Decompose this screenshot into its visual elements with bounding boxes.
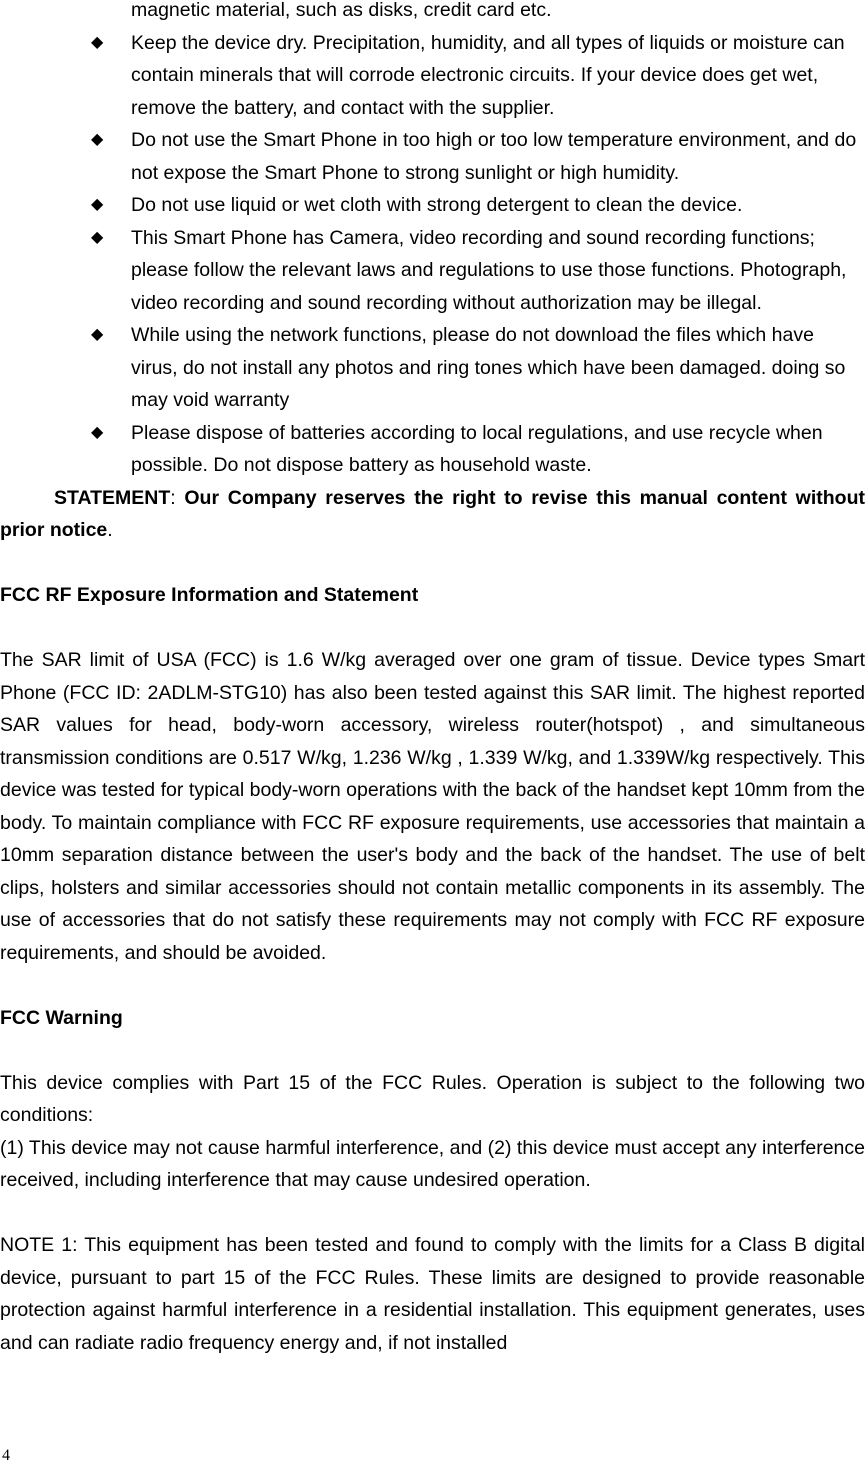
statement-separator: : bbox=[170, 486, 185, 509]
diamond-bullet-icon: ◆ bbox=[91, 326, 104, 343]
fcc-rf-heading: FCC RF Exposure Information and Statement bbox=[0, 584, 419, 606]
bullet-item-batteries bbox=[0, 417, 865, 482]
safety-bullet-list bbox=[0, 27, 865, 482]
bullet-continuation: magnetic material, such as disks, credit card etc. bbox=[131, 0, 552, 21]
page-number: 4 bbox=[2, 1447, 10, 1464]
spacer bbox=[0, 547, 865, 580]
bullet-item-temperature bbox=[0, 124, 865, 189]
statement-label: STATEMENT bbox=[54, 486, 171, 509]
bullet-item-cleaning bbox=[0, 189, 865, 222]
statement-end: . bbox=[107, 519, 113, 541]
bullet-item-network bbox=[0, 319, 865, 417]
bullet-text: While using the network functions, please do not download the files which have virus, do not install any photos and ring tones which have been damaged. doing so may void warranty bbox=[131, 324, 846, 411]
diamond-bullet-icon: ◆ bbox=[91, 423, 104, 441]
bullet-text: Do not use liquid or wet cloth with strong detergent to clean the device. bbox=[131, 194, 743, 216]
note-1-paragraph: NOTE 1: This equipment has been tested and found to comply with the limits for a Class B digital device, pursuant to part 15 of the FCC Rules. These limits are designed to provide reasonable protection against harmful interference in a residential installation. This equipment generates, uses and can radiate radio frequency energy and, if not installed bbox=[0, 1234, 865, 1354]
bullet-text: Please dispose of batteries according to local regulations, and use recycle when possible. Do not dispose battery as household waste. bbox=[131, 421, 823, 476]
spacer bbox=[0, 612, 865, 645]
statement-text: Our Company reserves the right to revise this manual content without prior notice bbox=[0, 486, 865, 541]
diamond-bullet-icon: ◆ bbox=[91, 33, 104, 51]
statement-paragraph bbox=[0, 482, 865, 547]
bullet-text: Do not use the Smart Phone in too high or too low temperature environment, and do not expose the Smart Phone to strong sunlight or high humidity. bbox=[131, 129, 857, 184]
fcc-warning-heading: FCC Warning bbox=[0, 1006, 123, 1029]
bullet-text: Keep the device dry. Precipitation, humidity, and all types of liquids or moisture can contain minerals that will corrode electronic circuits. If your device does get wet, remove the battery, and contact with the supplier. bbox=[131, 31, 845, 119]
spacer bbox=[0, 1197, 865, 1230]
bullet-item-camera bbox=[0, 222, 865, 320]
spacer bbox=[0, 1034, 865, 1067]
diamond-bullet-icon: ◆ bbox=[91, 131, 104, 148]
diamond-bullet-icon: ◆ bbox=[91, 228, 104, 246]
diamond-bullet-icon: ◆ bbox=[91, 196, 104, 213]
bullet-text: This Smart Phone has Camera, video recording and sound recording functions; please follow the relevant laws and regulations to use those functions. Photograph, video recording and sound recording without authorization may be illegal. bbox=[131, 226, 847, 314]
fcc-rf-body: The SAR limit of USA (FCC) is 1.6 W/kg averaged over one gram of tissue. Device types Smart Phone (FCC ID: 2ADLM-STG10) has also been tested against this SAR limit. The highest reported SAR values for head, body-worn accessory, wireless router(hotspot) , and simultaneous transmission conditions are 0.517 W/kg, 1.236 W/kg , 1.339 W/kg, and 1.339W/kg respectively. This device was tested for typical body-worn operations with the back of the handset kept 10mm from the body. To maintain compliance with FCC RF exposure requirements, use accessories that maintain a 10mm separation distance between the user's body and the back of the handset. The use of belt clips, holsters and similar accessories should not contain metallic components in its assembly. The use of accessories that do not satisfy these requirements may not comply with FCC RF exposure requirements, and should be avoided. bbox=[0, 649, 865, 964]
fcc-warning-conditions: (1) This device may not cause harmful interference, and (2) this device must accept any interference received, including interference that may cause undesired operation. bbox=[0, 1136, 865, 1191]
bullet-item-keep-dry bbox=[0, 27, 865, 125]
fcc-warning-intro: This device complies with Part 15 of the FCC Rules. Operation is subject to the following two conditions: bbox=[0, 1071, 865, 1126]
spacer bbox=[0, 969, 865, 1002]
